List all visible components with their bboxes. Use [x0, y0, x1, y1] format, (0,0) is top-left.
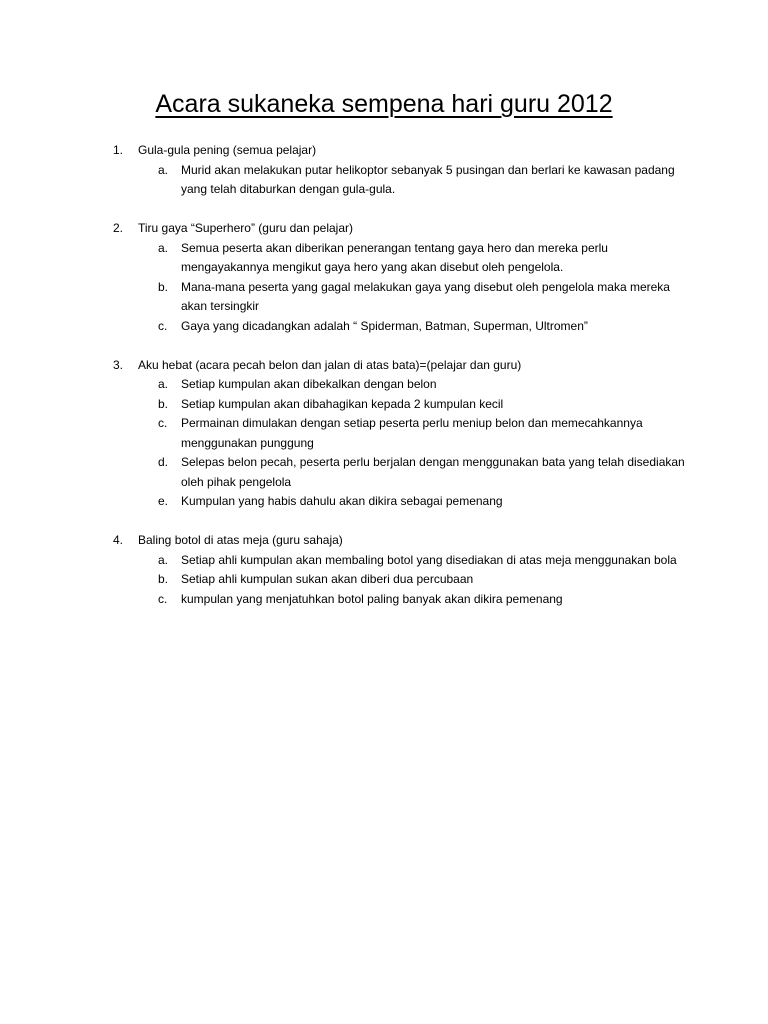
item-number: 3. [113, 357, 124, 372]
sub-item [138, 590, 693, 610]
sub-item-text: Setiap kumpulan akan dibekalkan dengan belon [181, 377, 437, 391]
item-text: Tiru gaya “Superhero” (guru dan pelajar) [138, 221, 353, 235]
sub-item-text: Murid akan melakukan putar helikoptor sebanyak 5 pusingan dan berlari ke kawasan padang yang telah ditaburkan dengan gula-gula. [181, 162, 675, 196]
list-item [113, 356, 693, 512]
sub-item-text: Setiap ahli kumpulan akan membaling botol yang disediakan di atas meja menggunakan bola [181, 552, 677, 567]
item-number: 4. [113, 533, 124, 547]
sub-item [138, 161, 693, 200]
sub-item-letter: b. [158, 279, 169, 294]
sub-item-letter: d. [158, 455, 169, 469]
item-text: Baling botol di atas meja (guru sahaja) [138, 533, 343, 547]
sub-item-text: Semua peserta akan diberikan penerangan tentang gaya hero dan mereka perlu mengayakannya mengikut gaya hero yang akan disebut oleh pengelola. [181, 240, 608, 274]
sub-item-text: Permainan dimulakan dengan setiap peserta perlu meniup belon dan memecahkannya menggunakan punggung [181, 416, 643, 450]
sub-item [138, 317, 693, 337]
sub-item-letter: a. [158, 377, 169, 391]
sub-item-letter: c. [158, 416, 168, 430]
sub-item-letter: a. [158, 552, 169, 567]
event-list [113, 141, 693, 629]
document-title: Acara sukaneka sempena hari guru 2012 [155, 90, 613, 118]
sub-item [138, 239, 693, 278]
sub-item [138, 278, 693, 317]
item-number: 1. [113, 143, 124, 157]
item-number: 2. [113, 221, 124, 235]
sub-item [138, 453, 693, 492]
sub-item-letter: e. [158, 494, 169, 508]
sub-item-text: Setiap ahli kumpulan sukan akan diberi dua percubaan [181, 572, 474, 586]
sub-item-letter: b. [158, 572, 169, 586]
sub-item-letter: a. [158, 240, 169, 255]
sub-item-text: Kumpulan yang habis dahulu akan dikira sebagai pemenang [181, 494, 503, 508]
sub-item [138, 492, 693, 512]
sub-item-text: Gaya yang dicadangkan adalah “ Spiderman, Batman, Superman, Ultromen” [181, 318, 588, 333]
list-item [113, 141, 693, 200]
sub-item [138, 395, 693, 415]
sub-item-text: kumpulan yang menjatuhkan botol paling banyak akan dikira pemenang [181, 591, 563, 606]
sub-item [138, 375, 693, 395]
sub-item [138, 551, 693, 571]
sub-item-letter: a. [158, 162, 169, 177]
list-item [113, 219, 693, 336]
sub-item-text: Mana-mana peserta yang gagal melakukan gaya yang disebut oleh pengelola maka mereka akan tersingkir [181, 279, 670, 313]
sub-item [138, 414, 693, 453]
sub-item [138, 570, 693, 590]
item-text: Gula-gula pening (semua pelajar) [138, 143, 317, 157]
sub-item-letter: c. [158, 591, 168, 606]
sub-item-text: Setiap kumpulan akan dibahagikan kepada 2 kumpulan kecil [181, 396, 504, 411]
sub-item-text: Selepas belon pecah, peserta perlu berjalan dengan menggunakan bata yang telah disediakan oleh pihak pengelola [181, 455, 685, 489]
sub-item-letter: c. [158, 318, 168, 333]
sub-item-letter: b. [158, 396, 169, 411]
item-text: Aku hebat (acara pecah belon dan jalan di atas bata)=(pelajar dan guru) [138, 357, 522, 372]
list-item [113, 531, 693, 609]
